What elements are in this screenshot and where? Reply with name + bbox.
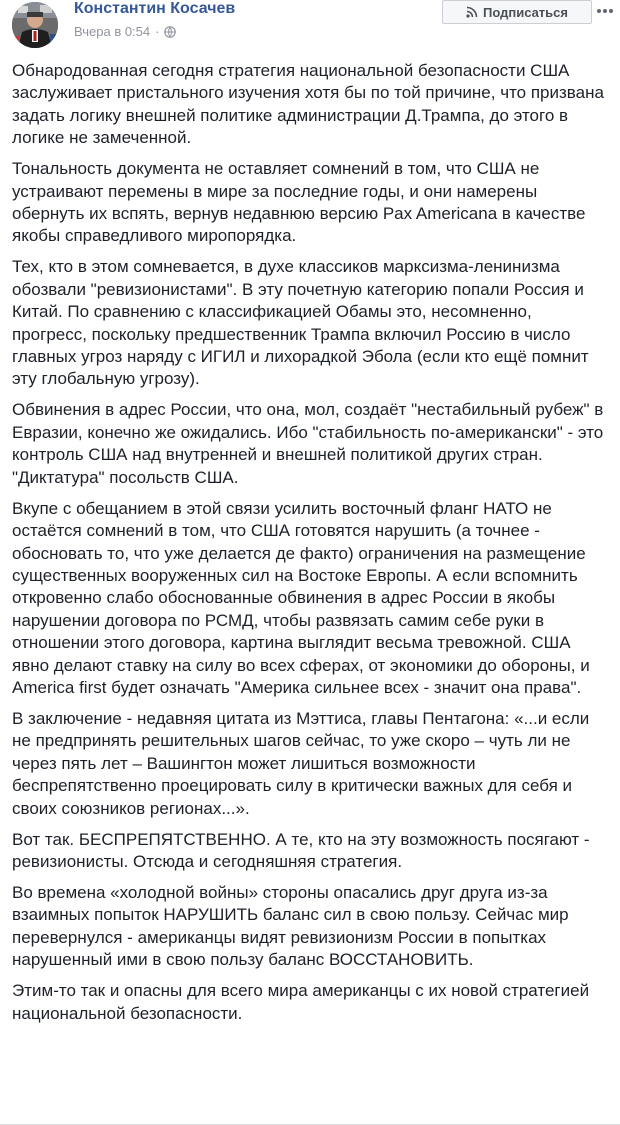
- post-paragraph: Обнародованная сегодня стратегия национальной безопасности США заслуживает пристального изучения хотя бы по той причине, что призвана задать логику внешней политике администрации Д.Трампа, до этого в логике не замеченной.: [12, 61, 604, 148]
- post-paragraph: Вкупе с обещанием в этой связи усилить восточный фланг НАТО не остаётся сомнений в том, что США готовятся нарушить (а точнее - обосновать то, что уже делается де факто) ограничения на размещение существенных вооруженных сил на Востоке Европы. А если вспомнить откровенно слабо обоснованные обвинения в адрес России в якобы нарушении договора по РСМД, чтобы развязать самим себе руки в отношении этого договора, картина выглядит весьма тревожной. США явно делают ставку на силу во всех сферах, от экономики до обороны, и America first будет означать "Америка сильнее всех - значит она права".: [12, 498, 590, 697]
- post-paragraph: Тональность документа не оставляет сомнений в том, что США не устраивают перемены в мире за последние годы, и они намерены обернуть их вспять, вернув недавнюю версию Pax Americana в качестве якобы справедливого миропорядка.: [12, 159, 586, 246]
- post-paragraph: Этим-то так и опасны для всего мира американцы с их новой стратегией национальной безопасности.: [12, 981, 590, 1023]
- author-name-link[interactable]: Константин Косачев: [74, 0, 236, 17]
- post-paragraph: В заключение - недавняя цитата из Мэттиса, главы Пентагона: «...и если не предпринять решительных шагов сейчас, то уже скоро – чуть ли не через пять лет – Вашингтон может лишиться возможности беспрепятственно проецировать силу в критически важных для себя и своих союзников регионах...».: [12, 708, 590, 818]
- rss-icon: [466, 6, 478, 18]
- post-paragraph: Во времена «холодной войны» стороны опасались друг друга из-за взаимных попыток НАРУШИТЬ баланс сил в свою пользу. Сейчас мир перевернулся - американцы видят ревизионизм России в попытках нарушенный ими в свою пользу баланс ВОССТАНОВИТЬ.: [12, 882, 569, 970]
- meta-separator: ·: [155, 24, 160, 39]
- author-avatar[interactable]: [12, 2, 58, 48]
- post-header: [12, 0, 608, 48]
- post-timestamp[interactable]: Вчера в 0:54: [74, 24, 151, 39]
- more-options-icon[interactable]: [595, 2, 615, 16]
- globe-icon[interactable]: [164, 26, 176, 38]
- subscribe-label: Подписаться: [482, 4, 568, 20]
- post-text: [12, 60, 606, 1034]
- post-meta: [74, 24, 176, 39]
- post-paragraph: Обвинения в адрес России, что она, мол, создаёт "нестабильный рубеж" в Евразии, конечно же ожидались. Ибо "стабильность по-американски" - это контроль США над внутренней и внешней политикой других стран. "Диктатура" посольств США.: [12, 400, 604, 487]
- post-paragraph: Вот так. БЕСПРЕПЯТСТВЕННО. А те, кто на эту возможность посягают - ревизионисты. Отсюда и сегодняшняя стратегия.: [12, 829, 590, 871]
- subscribe-button[interactable]: [442, 0, 592, 24]
- avatar-image: [12, 2, 58, 48]
- post-paragraph: Тех, кто в этом сомневается, в духе классиков марксизма-ленинизма обозвали "ревизионистами". В эту почетную категорию попали Россия и Китай. По сравнению с классификацией Обамы это, несомненно, прогресс, поскольку предшественник Трампа включил Россию в число главных угроз наряду с ИГИЛ и лихорадкой Эбола (если кто ещё помнит эту глобальную угрозу).: [12, 257, 589, 389]
